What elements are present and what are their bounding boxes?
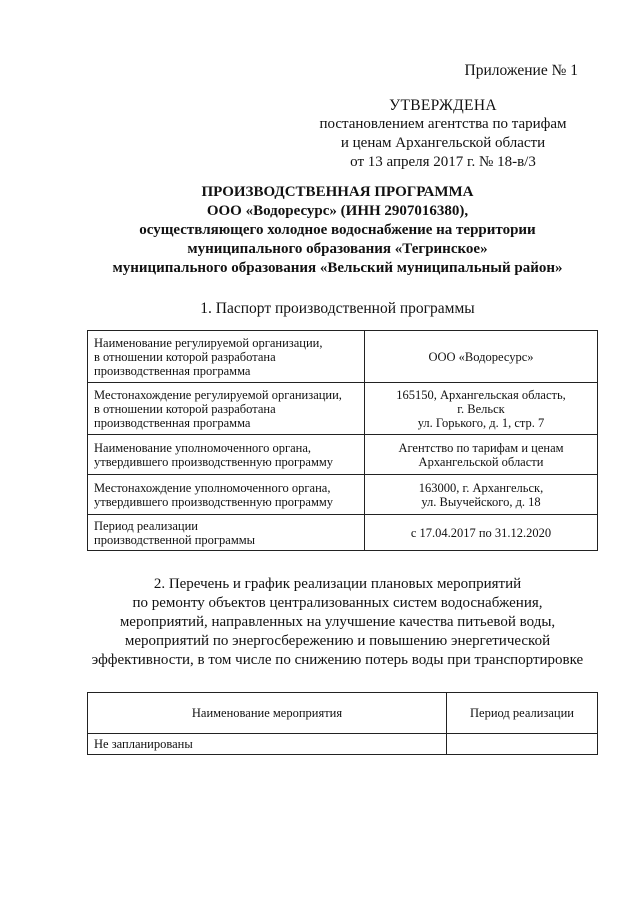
value-line: 163000, г. Архангельск,	[418, 480, 544, 495]
title-line: ПРОИЗВОДСТВЕННАЯ ПРОГРАММА	[201, 184, 474, 200]
section2-title-line: мероприятий, направленных на улучшение качества питьевой воды,	[119, 614, 556, 630]
section2-title-line: 2. Перечень и график реализации плановых мероприятий	[153, 576, 522, 592]
column-header-event-name: Наименование мероприятия	[88, 693, 447, 734]
title-line: муниципального образования «Вельский муниципальный район»	[112, 260, 563, 276]
label-line: Период реализации	[94, 518, 198, 533]
title-line: ООО «Водоресурс» (ИНН 2907016380),	[206, 203, 469, 219]
passport-label	[88, 435, 365, 475]
label-line: Наименование регулируемой организации,	[94, 335, 323, 350]
section2-title-line: мероприятий по энергосбережению и повышению энергетической	[124, 633, 551, 649]
value-line: Архангельской области	[418, 454, 544, 469]
table-row	[88, 734, 598, 755]
passport-label	[88, 515, 365, 551]
label-line: производственная программа	[94, 363, 251, 378]
passport-value	[365, 331, 598, 383]
label-line: Местонахождение регулируемой организации,	[94, 387, 342, 402]
table-row	[88, 435, 598, 475]
document-title	[60, 183, 615, 278]
passport-table	[87, 330, 598, 551]
approval-line: от 13 апреля 2017 г. № 18-в/3	[350, 154, 536, 170]
value-line: Агентство по тарифам и ценам	[398, 440, 564, 455]
passport-value	[365, 435, 598, 475]
passport-label	[88, 383, 365, 435]
appendix-label: Приложение № 1	[464, 62, 578, 79]
title-line: осуществляющего холодное водоснабжение на территории	[139, 222, 536, 238]
approved-heading: УТВЕРЖДЕНА	[389, 97, 497, 114]
passport-value	[365, 475, 598, 515]
approval-block	[293, 96, 593, 172]
section2-title-line: по ремонту объектов централизованных систем водоснабжения,	[132, 595, 543, 611]
passport-value	[365, 515, 598, 551]
value-line: ул. Выучейского, д. 18	[421, 494, 541, 509]
approval-line: постановлением агентства по тарифам	[319, 116, 567, 132]
table-header-row	[88, 693, 598, 734]
table-row	[88, 383, 598, 435]
value-line: ООО «Водоресурс»	[428, 349, 534, 364]
passport-label	[88, 475, 365, 515]
approval-line: и ценам Архангельской области	[340, 135, 546, 151]
title-line: муниципального образования «Тегринское»	[187, 241, 488, 257]
events-table	[87, 692, 598, 755]
section2-title	[60, 575, 615, 670]
table-row	[88, 331, 598, 383]
section1-title: 1. Паспорт производственной программы	[200, 300, 475, 317]
label-line: в отношении которой разработана	[94, 349, 276, 364]
value-line: г. Вельск	[457, 401, 505, 416]
label-line: производственная программа	[94, 415, 251, 430]
passport-value	[365, 383, 598, 435]
value-line: с 17.04.2017 по 31.12.2020	[410, 525, 552, 540]
label-line: Наименование уполномоченного органа,	[94, 440, 311, 455]
passport-label	[88, 331, 365, 383]
label-line: производственной программы	[94, 532, 256, 547]
label-line: в отношении которой разработана	[94, 401, 276, 416]
table-row	[88, 475, 598, 515]
label-line: утвердившего производственную программу	[94, 454, 334, 469]
table-row	[88, 515, 598, 551]
value-line: 165150, Архангельская область,	[396, 387, 566, 402]
label-line: Местонахождение уполномоченного органа,	[94, 480, 331, 495]
section2-title-line: эффективности, в том числе по снижению потерь воды при транспортировке	[91, 652, 584, 668]
event-period-cell	[447, 734, 598, 755]
value-line: ул. Горького, д. 1, стр. 7	[417, 415, 545, 430]
label-line: утвердившего производственную программу	[94, 494, 334, 509]
column-header-period: Период реализации	[447, 693, 598, 734]
event-name-cell: Не запланированы	[88, 734, 447, 755]
